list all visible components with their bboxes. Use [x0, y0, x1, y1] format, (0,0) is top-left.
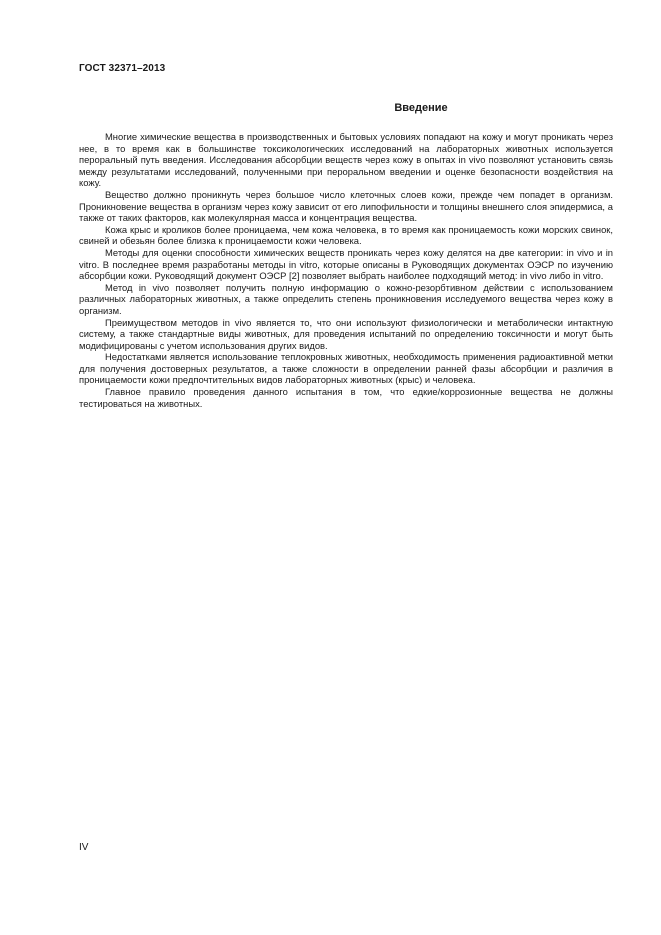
- paragraph-2: Вещество должно проникнуть через большое число клеточных слоев кожи, прежде чем попадет в организм. Проникновение вещества в организм через кожу зависит от его липофильности и толщины внешнего слоя эпидермиса, а также от таких факторов, как молекулярная масса и концентрация вещества.: [79, 188, 613, 224]
- paragraph-3: Кожа крыс и кроликов более проницаема, чем кожа человека, в то время как проницаемость кожи морских свинок, свиней и обезьян более близка к проницаемости кожи человека.: [79, 223, 613, 247]
- paragraph-8: Главное правило проведения данного испытания в том, что едкие/коррозионные вещества не должны тестироваться на животных.: [79, 386, 613, 409]
- paragraph-5: Метод in vivo позволяет получить полную информацию о кожно-резорбтивном действии с использованием различных лабораторных животных, а также определить степень проникновения исследуемого вещества через кожу в организм.: [79, 281, 613, 316]
- page-number: IV: [79, 842, 89, 853]
- body-text: [79, 131, 613, 409]
- document-header-id: ГОСТ 32371–2013: [79, 63, 166, 74]
- paragraph-6: Преимуществом методов in vivo является то, что они используют физиологически и метаболически интактную систему, а также стандартные виды животных, для проведения испытаний по определению токсичности и могут быть модифицированы с учетом использования других видов.: [79, 316, 613, 351]
- section-title: Введение: [394, 102, 448, 114]
- paragraph-4: Методы для оценки способности химических веществ проникать через кожу делятся на две категории: in vivo и in vitro. В последнее время разработаны методы in vitro, которые описаны в Руководящих документах ОЭСР по изучению абсорбции кожи. Руководящий документ ОЭСР [2] позволяет выбрать наиболее подходящий метод: in vivo либо in vitro.: [79, 246, 613, 282]
- paragraph-7: Недостатками является использование теплокровных животных, необходимость применения радиоактивной метки для получения достоверных результатов, а также сложности в определении ранней фазы абсорбции и различия в проницаемости кожи предпочтительных видов лабораторных животных (крыс) и человека.: [79, 351, 613, 386]
- paragraph-1: Многие химические вещества в производственных и бытовых условиях попадают на кожу и могут проникать через нее, в то время как в большинстве токсикологических исследований на лабораторных животных используется пероральный путь введения. Исследования абсорбции веществ через кожу в опытах in vivo позволяют установить связь между результатами исследований, полученными при пероральном введении и оценке безопасности воздействия на кожу.: [79, 131, 613, 189]
